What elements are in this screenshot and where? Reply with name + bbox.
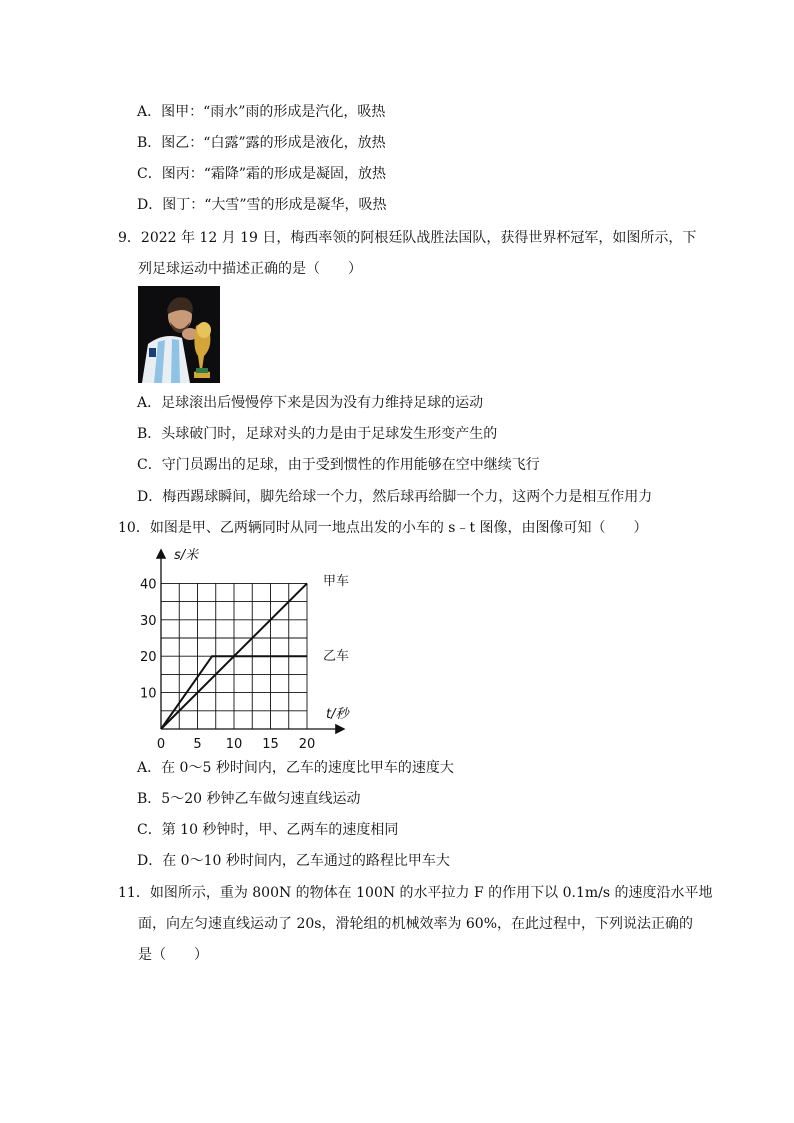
y-axis-label: s/米 — [174, 548, 199, 563]
q9-option-d: D．梅西踢球瞬间，脚先给球一个力，然后球再给脚一个力，这两个力是相互作用力 — [137, 489, 653, 505]
x-tick-label: 15 — [262, 737, 279, 752]
x-tick-label: 0 — [156, 737, 166, 752]
q10-stem: 10．如图是甲、乙两辆同时从同一地点出发的小车的 s﹣t 图像，由图像可知（ ） — [118, 520, 648, 536]
q10-option-a: A．在 0～5 秒时间内，乙车的速度比甲车的速度大 — [137, 760, 454, 776]
y-tick-label: 40 — [140, 577, 157, 593]
messi-trophy-photo — [138, 286, 220, 383]
x-tick-label: 5 — [193, 737, 202, 752]
q10-option-c: C．第 10 秒钟时，甲、乙两车的速度相同 — [137, 822, 399, 838]
q10-option-b: B．5～20 秒钟乙车做匀速直线运动 — [137, 791, 361, 807]
x-tick-label: 10 — [225, 737, 243, 752]
q9-stem-line2: 列足球运动中描述正确的是（ ） — [138, 261, 362, 277]
q9-option-b: B．头球破门时，足球对头的力是由于足球发生形变产生的 — [137, 426, 498, 442]
x-axis-label: t/秒 — [326, 707, 349, 722]
y-tick-label: 30 — [140, 613, 157, 629]
q11-stem-line3: 是（ ） — [138, 947, 208, 963]
y-tick-label: 20 — [140, 650, 157, 666]
q9-stem-line1: 9．2022 年 12 月 19 日，梅西率领的阿根廷队战胜法国队，获得世界杯冠军，如图所示，下 — [118, 230, 697, 246]
x-tick-label: 20 — [298, 737, 316, 752]
q10-option-d: D．在 0～10 秒时间内，乙车通过的路程比甲车大 — [137, 853, 450, 869]
q8-option-c: C．图丙：“霜降”霜的形成是凝固，放热 — [137, 166, 387, 182]
messi-trophy-illustration — [138, 286, 220, 383]
series-label-jia: 甲车 — [323, 574, 350, 589]
st-graph — [138, 543, 370, 753]
q8-option-b: B．图乙：“白露”露的形成是液化，放热 — [137, 135, 386, 151]
q9-option-a: A．足球滚出后慢慢停下来是因为没有力维持足球的运动 — [137, 395, 484, 411]
q8-option-a: A．图甲：“雨水”雨的形成是汽化，吸热 — [137, 104, 386, 120]
q11-stem-line2: 面，向左匀速直线运动了 20s，滑轮组的机械效率为 60%，在此过程中，下列说法正确的 — [138, 916, 694, 932]
q11-stem-line1: 11．如图所示，重为 800N 的物体在 100N 的水平拉力 F 的作用下以 0.1m/s 的速度沿水平地 — [118, 885, 713, 901]
series-label-yi: 乙车 — [323, 649, 350, 664]
y-tick-label: 10 — [140, 686, 157, 702]
q9-option-c: C．守门员踢出的足球，由于受到惯性的作用能够在空中继续飞行 — [137, 457, 540, 473]
q8-option-d: D．图丁：“大雪”雪的形成是凝华，吸热 — [137, 197, 387, 213]
